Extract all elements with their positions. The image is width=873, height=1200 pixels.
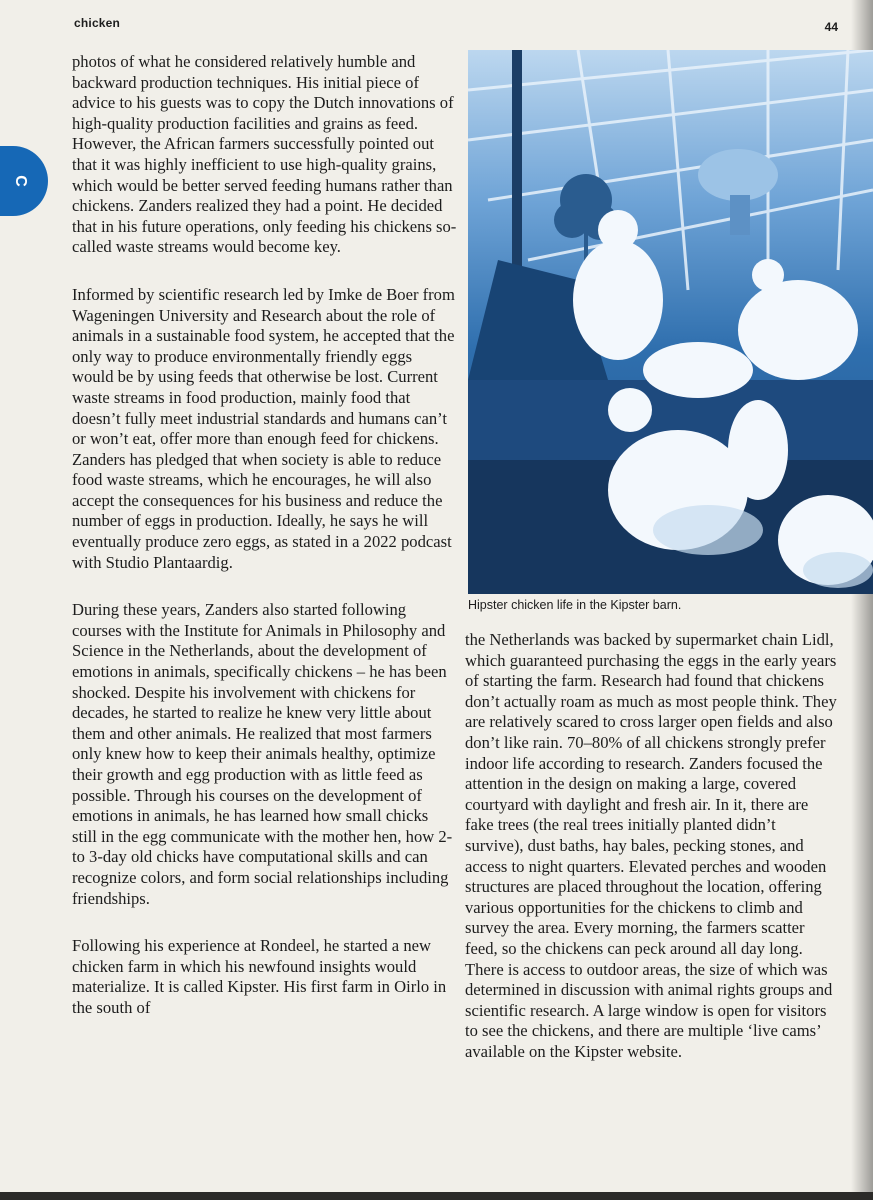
photo-illustration xyxy=(468,50,873,594)
lamp xyxy=(698,149,778,201)
page-bottom-edge xyxy=(0,1192,873,1200)
running-head: chicken xyxy=(74,16,121,30)
right-column-paragraph: the Netherlands was backed by supermarket chain Lidl, which guaranteed purchasing the eggs in the early years of starting the farm. Research had found that chickens don’t actually roam as much as most people think. They are relatively scared to cross larger open fields and also don’t like rain. 70–80% of all chickens strongly prefer indoor life according to research. Zanders focused the attention in the design on making a large, covered courtyard with daylight and fresh air. In it, there are fake trees (the real trees initially planted didn’t survive), dust baths, hay bales, pecking stones, and access to night quarters. Elevated perches and wooden structures are placed throughout the location, offering various opportunities for the chickens to climb and survey the area. Every morning, the farmers scatter feed, so the chickens can peck around all day long. There is access to outdoor areas, the size of which was determined in discussion with animal rights groups and scientific research. A large window is open for visitors to see the chickens, and there are multiple ‘live cams’ available on the Kipster website. xyxy=(465,630,837,1061)
section-tab-letter: C xyxy=(11,175,29,187)
paragraph-4: Following his experience at Rondeel, he started a new chicken farm in which his newfound insights would materialize. It is called Kipster. His first farm in Oirlo in the south of xyxy=(72,936,447,1017)
paragraph-1: photos of what he considered relatively humble and backward production techniques. His initial piece of advice to his guests was to copy the Dutch innovations of high-quality production facilities and grains as feed. However, the African farmers successfully pointed out that it was highly inefficient to use high-quality grains, which would be better served feeding humans rather than chickens. Zanders realized they had a point. He decided that in his future operations, only feeding his chickens so-called waste streams would become key. xyxy=(72,52,457,257)
section-tab xyxy=(0,146,48,216)
paragraph-2: Informed by scientific research led by Imke de Boer from Wageningen University and Research about the role of animals in a sustainable food system, he accepted that the only way to produce environmentally friendly eggs would be by using feeds that otherwise be lost. Current waste streams in food production, mainly food that doesn’t fully meet industrial standards and humans can’t or won’t eat, offer more than enough feed for chickens. Zanders has pledged that when society is able to reduce food waste streams, which he encourages, he will also accept the consequences for his business and reduce the number of eggs in production. Ideally, he says he will eventually produce zero eggs, as stated in a 2022 podcast with Studio Plantaardig. xyxy=(72,284,455,572)
paragraph-3: During these years, Zanders also started following courses with the Institute for Animals in Philosophy and Science in the Netherlands, about the development of emotions in animals, specifically chickens – he has been shocked. Despite his involvement with chickens for decades, he started to realize he knew very little about them and other animals. He realized that most farmers only knew how to keep their animals healthy, optimize their growth and egg production with as little feed as possible. Through his courses on the development of emotions in animals, he has learned how small chicks still in the egg communicate with the mother hen, how 2- to 3-day old chicks have computational skills and can recognize colors, and form social relationships including friendships. xyxy=(72,600,453,908)
photo-caption: Hipster chicken life in the Kipster barn. xyxy=(468,598,682,612)
page-number: 44 xyxy=(824,20,838,34)
chicken-barn-photo xyxy=(468,50,873,594)
left-column xyxy=(72,52,457,1046)
